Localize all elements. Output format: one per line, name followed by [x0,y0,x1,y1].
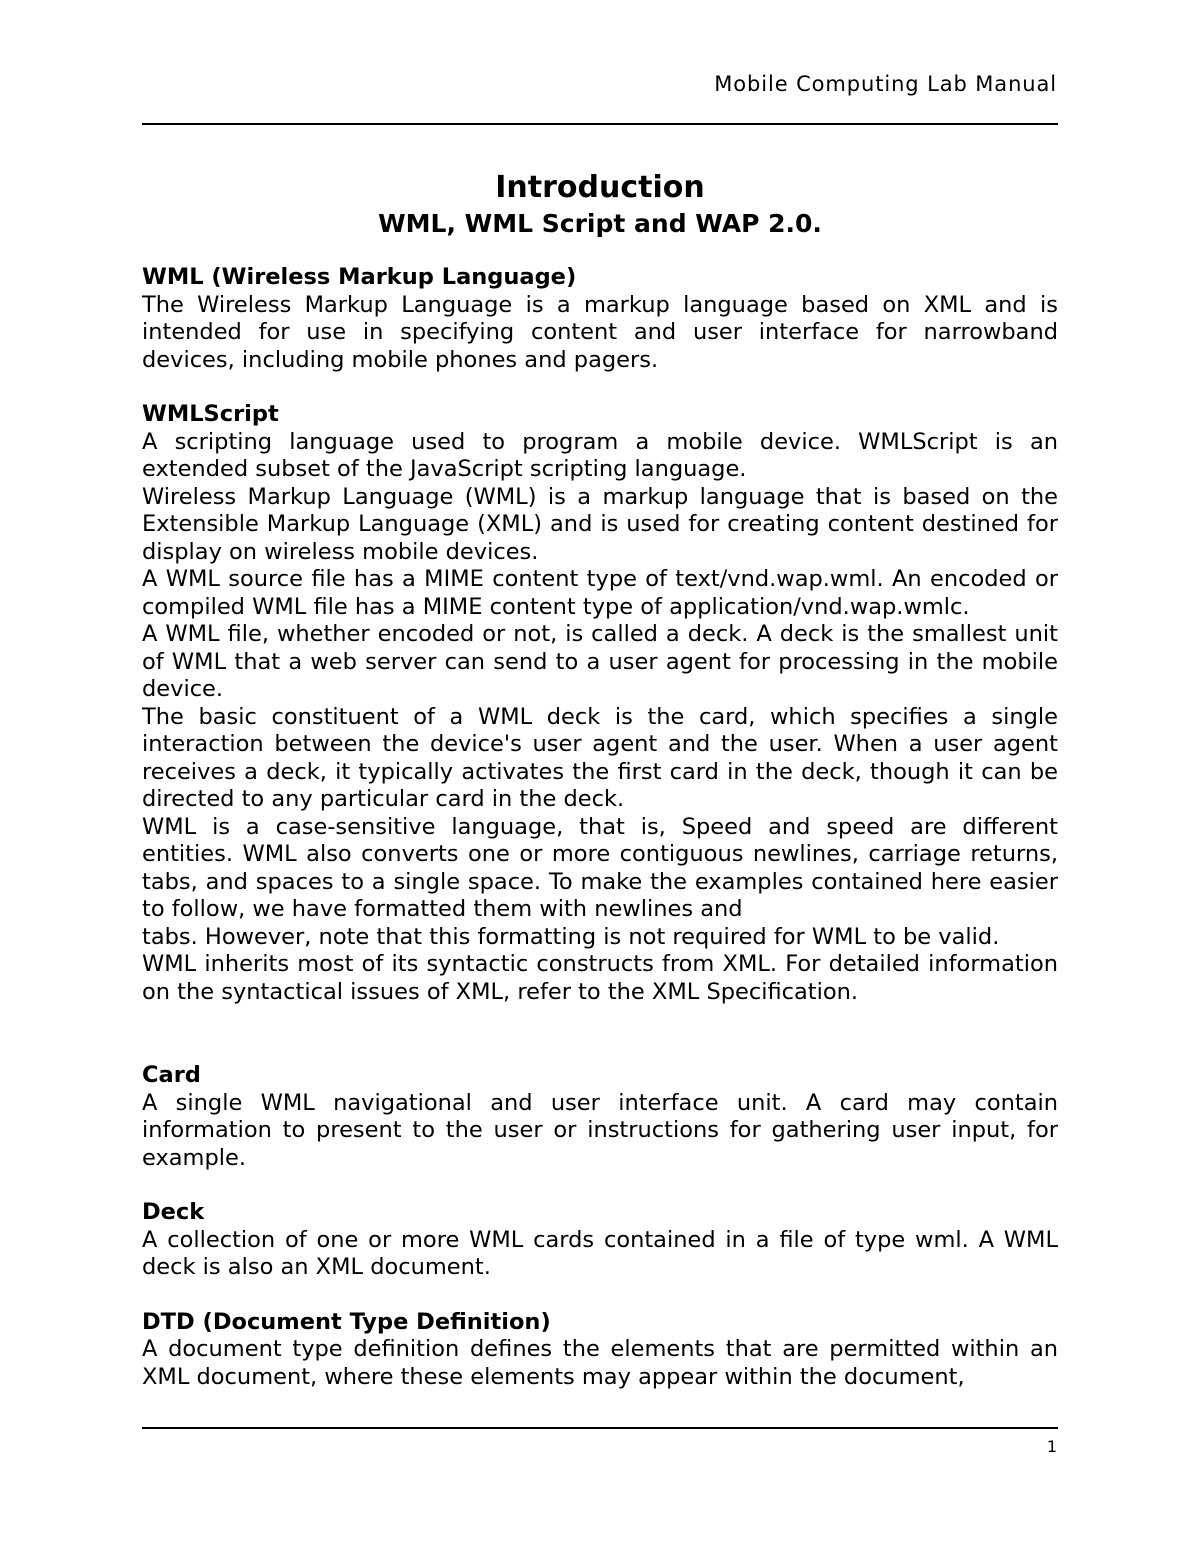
page-content [142,168,1058,1391]
running-header: Mobile Computing Lab Manual [714,72,1057,96]
section-heading-wml: WML (Wireless Markup Language) [142,264,577,290]
section-text-deck: A collection of one or more WML cards contained in a file of type wml. A WML deck is also an XML document. [142,1226,1058,1280]
page-number: 1 [1046,1437,1057,1456]
section-heading-wmlscript: WMLScript [142,401,279,427]
section-heading-card: Card [142,1062,201,1088]
section-deck [142,1199,1058,1282]
wmlscript-paragraph: A scripting language used to program a mobile device. WMLScript is an extended subset of the JavaScript scripting language. [142,428,1058,482]
page-title: Introduction [495,170,705,205]
section-wml [142,264,1058,374]
wmlscript-paragraph: WML inherits most of its syntactic constructs from XML. For detailed information on the syntactical issues of XML, refer to the XML Specification. [142,951,1058,1005]
wmlscript-paragraph: WML is a case-sensitive language, that is, Speed and speed are different entities. WML also converts one or more contiguous newlines, carriage returns, tabs, and spaces to a single space. To make the examples contained here easier to follow, we have formatted them with newlines and [142,813,1058,922]
section-wmlscript [142,401,1058,1006]
section-text-wml: The Wireless Markup Language is a markup language based on XML and is intended for use in specifying content and user interface for narrowband devices, including mobile phones and pagers. [142,291,1058,373]
section-card [142,1062,1058,1172]
section-heading-dtd: DTD (Document Type Definition) [142,1308,551,1335]
section-heading-deck: Deck [142,1199,205,1225]
section-text-dtd: A document type definition defines the elements that are permitted within an XML document, where these elements may appear within the document, [142,1336,1058,1390]
footer-rule [142,1427,1058,1429]
section-text-card: A single WML navigational and user interface unit. A card may contain information to present to the user or instructions for gathering user input, for example. [142,1089,1058,1171]
page-subtitle: WML, WML Script and WAP 2.0. [378,209,822,238]
wmlscript-paragraph: Wireless Markup Language (WML) is a markup language that is based on the Extensible Markup Language (XML) and is used for creating content destined for display on wireless mobile devices. [142,483,1058,565]
wmlscript-paragraph: A WML source file has a MIME content type of text/vnd.wap.wml. An encoded or compiled WML file has a MIME content type of application/vnd.wap.wmlc. [142,566,1058,620]
wmlscript-paragraph: tabs. However, note that this formatting is not required for WML to be valid. [142,923,1000,950]
section-dtd [142,1309,1058,1392]
wmlscript-paragraph: A WML file, whether encoded or not, is called a deck. A deck is the smallest unit of WML that a web server can send to a user agent for processing in the mobile device. [142,621,1058,702]
header-rule [142,123,1058,125]
wmlscript-paragraph: The basic constituent of a WML deck is the card, which specifies a single interaction between the device's user agent and the user. When a user agent receives a deck, it typically activates the first card in the deck, though it can be directed to any particular card in the deck. [142,703,1058,812]
